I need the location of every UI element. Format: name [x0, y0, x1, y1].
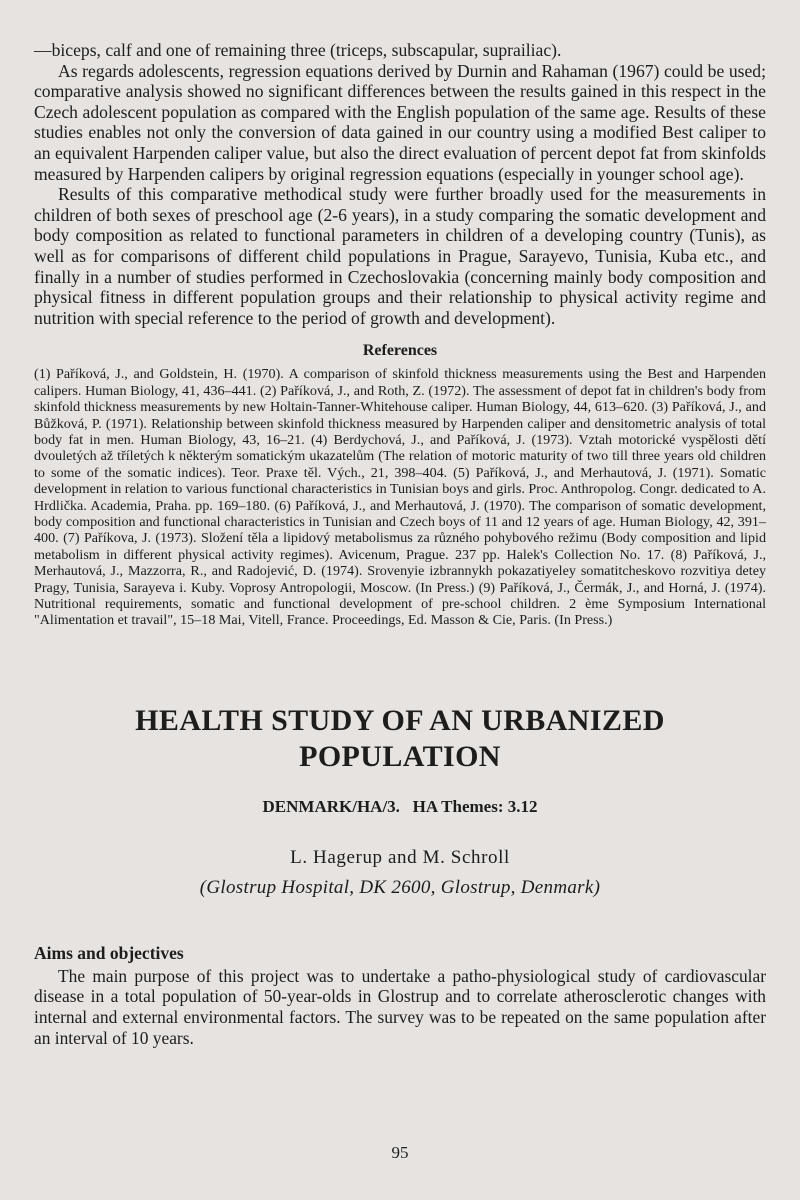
article-title-line-1: HEALTH STUDY OF AN URBANIZED — [135, 703, 665, 737]
page-body — [34, 40, 766, 1048]
authors: L. Hagerup and M. Schroll — [290, 846, 510, 868]
references-list: (1) Paříková, J., and Goldstein, H. (1970). A comparison of skinfold thickness measurements using the Best and Harpenden calipers. Human Biology, 41, 436–441. (2) Paříková, J., and Roth, Z. (1972). The assessment of depot fat in children's body from skinfold thickness measurements by new Holtain-Tanner-Whitehouse caliper. Human Biology, 44, 613–620. (3) Paříková, J., and Bůžková, P. (1971). Relationship between skinfold thickness measured by Harpenden caliper and densitometric analysis of total body fat in men. Human Biology, 43, 16–21. (4) Berdychová, J., and Paříková, J. (1973). Vztah motorické vyspělosti dětí dvouletých až tříletých k některým somatickým ukazatelům (The relation of motoric maturity of two till three years old children to some of the somatic indices). Teor. Praxe těl. Vých., 21, 398–404. (5) Paříková, J., and Merhautová, J. (1971). Somatic development in relation to various functional characteristics in Tunisian boys and girls. Proc. Anthropolog. Congr. dedicated to A. Hrdlička. Academia, Praha. pp. 169–180. (6) Paříková, J., and Merhautová, J. (1970). The comparison of somatic development, body composition and functional characteristics in Tunisian and Czech boys of 11 and 12 years of age. Human Biology, 42, 391–400. (7) Paříkova, J. (1973). Složení těla a lipidový metabolismus za různého pohybového režimu (Body composition and lipid metabolism in different physical activity regimes). Avicenum, Prague. 237 pp. Halek's Collection No. 17. (8) Paříková, J., Merhautová, J., Mazzorra, R., and Radojević, D. (1974). Srovenyie izbrannykh pokazatiyeley somatitcheskovo rozvitiya detey Pragy, Tunisia, Sarayeva i. Kuby. Voprosy Antropologii, Moscow. (In Press.) (9) Paříková, J., Čermák, J., and Horná, J. (1974). Nutritional requirements, somatic and functional development of pre-school children. 2 ème Symposium International "Alimentation et travail", 15–18 Mai, Vitell, France. Proceedings, Ed. Masson & Cie, Paris. (In Press.) — [34, 366, 766, 629]
article-title — [34, 703, 766, 775]
continuation-paragraph-3: Results of this comparative methodical study were further broadly used for the measurements in children of both sexes of preschool age (2-6 years), in a study comparing the somatic development and body composition as related to functional parameters in children of a developing country (Tunis), as well as for comparisons of different child populations in Prague, Sarayevo, Tunisia, Kuba etc., and finally in a number of studies performed in Czechoslovakia (concerning mainly body composition and physical fitness in different population groups and their relationship to physical activity regime and nutrition with special reference to the period of growth and development). — [34, 184, 766, 328]
affiliation: (Glostrup Hospital, DK 2600, Glostrup, Denmark) — [199, 876, 601, 898]
references-heading: References — [362, 342, 438, 360]
aims-paragraph: The main purpose of this project was to undertake a patho-physiological study of cardiovascular disease in a total population of 50-year-olds in Glostrup and to correlate atherosclerotic changes with internal and external environmental factors. The survey was to be repeated on the same population after an interval of 10 years. — [34, 965, 766, 1048]
continuation-paragraph-2: As regards adolescents, regression equations derived by Durnin and Rahaman (1967) could be used; comparative analysis showed no significant differences between the results gained in this respect in the Czech adolescent population as compared with the English population of the same age. Results of these studies enables not only the conversion of data gained in our country using a modified Best caliper to an equivalent Harpenden caliper value, but also the direct evaluation of percent depot fat from skinfolds measured by Harpenden calipers by original regression equations (especially in younger school age). — [34, 60, 766, 184]
continuation-paragraph-1: —biceps, calf and one of remaining three (triceps, subscapular, suprailiac). — [34, 40, 562, 60]
article-title-line-2: POPULATION — [299, 739, 501, 773]
aims-heading: Aims and objectives — [34, 942, 184, 963]
theme-line: DENMARK/HA/3. HA Themes: 3.12 — [262, 796, 538, 816]
page-number: 95 — [391, 1143, 409, 1162]
